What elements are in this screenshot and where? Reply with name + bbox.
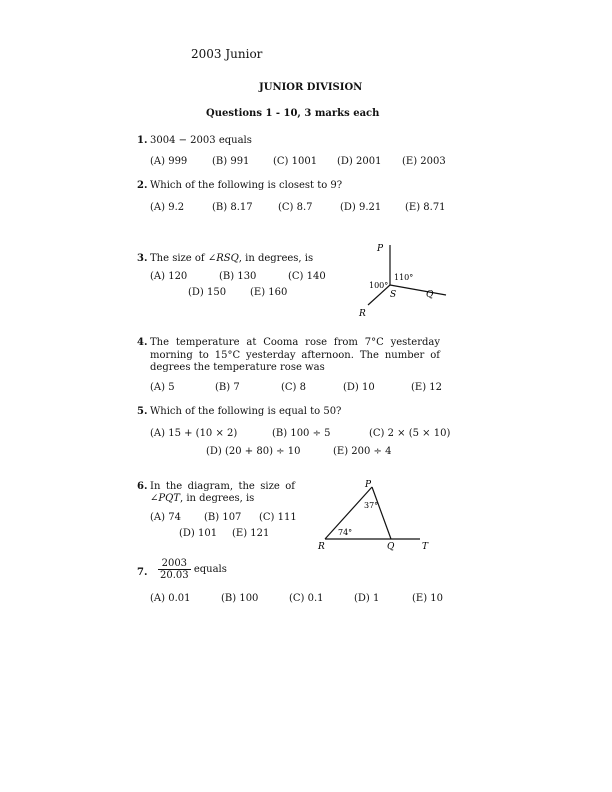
option-b[interactable]: (B) 107: [204, 512, 242, 523]
option-e[interactable]: (E) 160: [250, 287, 288, 298]
label-s: S: [390, 290, 397, 300]
side-pq: [372, 487, 391, 539]
option-d[interactable]: (D) 9.21: [340, 202, 382, 213]
option-a[interactable]: (A) 999: [150, 156, 188, 167]
option-a[interactable]: (A) 5: [150, 382, 175, 393]
option-a[interactable]: (A) 74: [150, 512, 181, 523]
fraction-denominator: 20.03: [160, 570, 189, 581]
question-number: 4.: [137, 337, 148, 348]
option-a[interactable]: (A) 120: [150, 271, 188, 282]
question-text: The temperature at Cooma rose from 7°C yesterday morning to 15°C yesterday afternoon. The number of degrees the temperature rose was: [150, 337, 440, 373]
angle-label-left: 100°: [369, 281, 389, 290]
ray-sq: [390, 285, 446, 295]
page-label: 2003 Junior: [191, 47, 263, 61]
option-d[interactable]: (D) 150: [188, 287, 227, 298]
section-subtitle: Questions 1 - 10, 3 marks each: [206, 108, 380, 119]
label-t: T: [422, 542, 429, 552]
label-p: P: [377, 244, 384, 254]
triangle-diagram: [310, 475, 445, 555]
option-e[interactable]: (E) 200 ÷ 4: [333, 446, 392, 457]
question-text: Which of the following is closest to 9?: [150, 180, 343, 191]
question-text-suffix: equals: [193, 564, 227, 575]
label-r: R: [359, 309, 366, 319]
option-d[interactable]: (D) 101: [179, 528, 218, 539]
option-c[interactable]: (C) 1001: [273, 156, 318, 167]
angle-label-right: 110°: [394, 273, 414, 282]
question-number: 6.: [137, 481, 148, 492]
label-q: Q: [387, 542, 395, 552]
option-d[interactable]: (D) 2001: [337, 156, 382, 167]
option-a[interactable]: (A) 0.01: [150, 593, 191, 604]
option-e[interactable]: (E) 8.71: [405, 202, 446, 213]
question-number: 5.: [137, 406, 148, 417]
label-p: P: [365, 480, 372, 490]
option-b[interactable]: (B) 7: [215, 382, 240, 393]
question-number: 2.: [137, 180, 148, 191]
fraction: [158, 558, 191, 581]
question-text: The size of ∠RSQ, in degrees, is: [150, 253, 314, 264]
question-number: 1.: [137, 135, 148, 146]
angle-label-top: 37°: [364, 501, 379, 510]
option-c[interactable]: (C) 140: [288, 271, 326, 282]
option-b[interactable]: (B) 130: [219, 271, 257, 282]
option-e[interactable]: (E) 10: [412, 593, 444, 604]
label-q: Q: [426, 290, 434, 300]
question-number: 3.: [137, 253, 148, 264]
section-title: JUNIOR DIVISION: [259, 82, 363, 93]
option-d[interactable]: (D) (20 + 80) ÷ 10: [206, 446, 301, 457]
option-b[interactable]: (B) 100: [221, 593, 259, 604]
option-b[interactable]: (B) 8.17: [212, 202, 253, 213]
question-text-line2: ∠PQT, in degrees, is: [150, 493, 255, 504]
option-e[interactable]: (E) 2003: [402, 156, 446, 167]
label-r: R: [318, 542, 325, 552]
option-c[interactable]: (C) 0.1: [289, 593, 324, 604]
option-c[interactable]: (C) 111: [259, 512, 297, 523]
option-c[interactable]: (C) 2 × (5 × 10): [369, 428, 451, 439]
option-d[interactable]: (D) 10: [343, 382, 375, 393]
option-a[interactable]: (A) 9.2: [150, 202, 185, 213]
option-a[interactable]: (A) 15 + (10 × 2): [150, 428, 238, 439]
question-number: 7.: [137, 567, 148, 578]
option-e[interactable]: (E) 121: [232, 528, 270, 539]
option-c[interactable]: (C) 8: [281, 382, 306, 393]
fraction-numerator: 2003: [158, 558, 191, 570]
question-text: Which of the following is equal to 50?: [150, 406, 342, 417]
angle-label-left: 74°: [338, 528, 353, 537]
option-b[interactable]: (B) 100 ÷ 5: [272, 428, 331, 439]
option-c[interactable]: (C) 8.7: [278, 202, 313, 213]
question-text: [158, 558, 227, 581]
option-e[interactable]: (E) 12: [411, 382, 443, 393]
angle-diagram: [350, 235, 460, 325]
option-b[interactable]: (B) 991: [212, 156, 250, 167]
option-d[interactable]: (D) 1: [354, 593, 380, 604]
question-text: 3004 − 2003 equals: [150, 135, 252, 146]
question-text-line1: In the diagram, the size of: [150, 481, 295, 492]
